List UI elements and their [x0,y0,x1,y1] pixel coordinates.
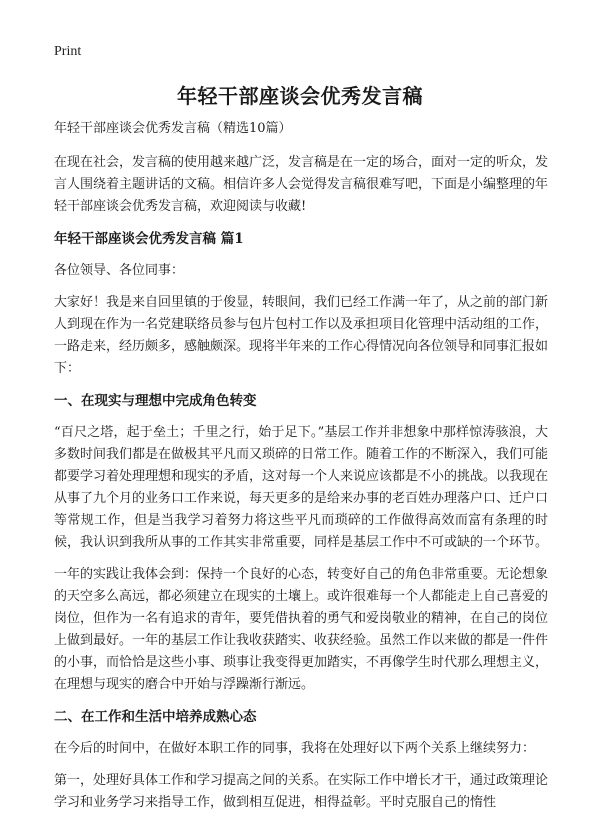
paragraph-1: 大家好！我是来自回里镇的于俊显，转眼间，我们已经工作满一年了，从之前的部门新人到现在作为一名党建联络员参与包片包村工作以及承担项目化管理中活动组的工作，一路走来，经历颇多，感触颇深。现将半年来的工作心得情况向各位领导和同事汇报如下： [54,295,549,376]
heading-2: 二、在工作和生活中培养成熟心态 [54,709,257,725]
paragraph-5: 第一，处理好具体工作和学习提高之间的关系。在实际工作中增长才干，通过政策理论学习和业务学习来指导工作，做到相互促进，相得益彰。平时克服自己的惰性 [54,773,549,810]
paragraph-2: “百尺之塔，起于垒土；千里之行，始于足下。”基层工作并非想象中那样惊涛骇浪，大多数时间我们都是在做极其平凡而又琐碎的日常工作。随着工作的不断深入，我们可能都要学习着处理理想和现实的矛盾，这对每一个人来说应该都是不小的挑战。以我现在从事了九个月的业务口工作来说，每天更多的是给来办事的老百姓办理落户口、迁户口等常规工作，但是当我学习着努力将这些平凡而琐碎的工作做得高效而富有条理的时候，我认识到我所从事的工作其实非常重要，同样是基层工作中不可或缺的一个环节。 [54,425,549,550]
article-body [54,118,548,824]
intro-paragraph: 在现在社会，发言稿的使用越来越广泛，发言稿是在一定的场合，面对一定的听众，发言人围绕着主题讲话的文稿。相信许多人会觉得发言稿很难写吧，下面是小编整理的年轻干部座谈会优秀发言稿，欢迎阅读与收藏! [54,155,549,214]
page-title: 年轻干部座谈会优秀发言稿 [177,84,423,108]
print-link[interactable]: Print [54,44,82,59]
heading-1: 一、在现实与理想中完成角色转变 [54,393,257,409]
paragraph-3: 一年的实践让我体会到：保持一个良好的心态，转变好自己的角色非常重要。无论想象的天空多么高远，都必须建立在现实的土壤上。或许很难每一个人都能走上自己喜爱的岗位，但作为一名有追求的青年，要凭借执着的勇气和爱岗敬业的精神，在自己的岗位上做到最好。一年的基层工作让我收获踏实、收获经验。虽然工作以来做的都是一件件的小事，而恰恰是这些小事、琐事让我变得更加踏实，不再像学生时代那么理想主义，在理想与现实的磨合中开始与浮躁渐行渐远。 [54,567,549,692]
paragraph-4: 在今后的时间中，在做好本职工作的同事，我将在处理好以下两个关系上继续努力： [54,741,536,756]
section-title: 年轻干部座谈会优秀发言稿 篇1 [54,231,244,247]
greeting: 各位领导、各位同事： [54,263,185,278]
article-subtitle: 年轻干部座谈会优秀发言稿（精选10篇） [54,121,292,136]
